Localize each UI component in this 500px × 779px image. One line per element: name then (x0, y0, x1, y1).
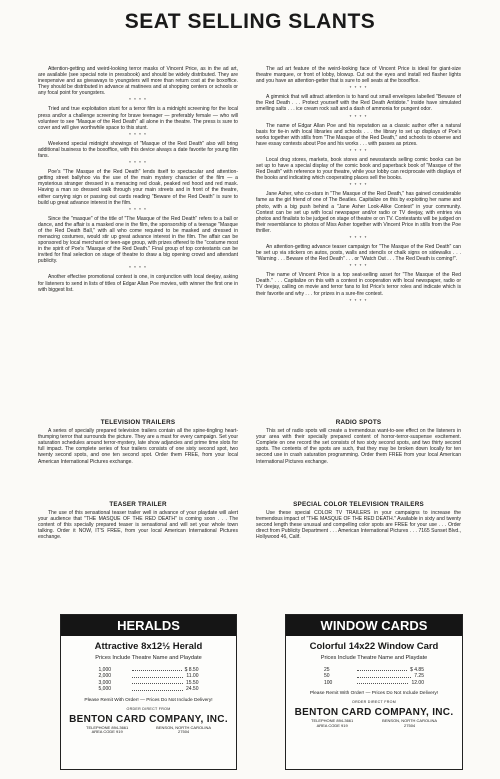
price: $ 8.50 (184, 667, 199, 673)
price: 11.00 (186, 673, 199, 680)
remit-note: Please Remit With Order! — Prices Do Not Include Delivery! (309, 691, 439, 697)
price: 24.50 (185, 686, 199, 693)
separator: * * * * (349, 234, 368, 240)
company-name: BENTON CARD COMPANY, INC. (294, 707, 454, 719)
ad-subtitle: Prices Include Theatre Name and Playdate (95, 655, 202, 661)
company-name: BENTON CARD COMPANY, INC. (69, 713, 228, 725)
paragraph: Poe's "The Masque of the Red Death" lends itself to spectacular and attention-getting street ballyhoo via the use of the main mystery character of the film — a mysterious stranger dressed in a menacing red cloak, peaked red hood and red mask. Having a man so dressed walk through your main streets and in front of the theatre, either carrying sign or passing out cards reading "Beware of the Red Death" is sure to build up great advance interest in the film. (38, 169, 238, 206)
zip: 27504 (178, 729, 190, 735)
paragraph: A gimmick that will attract attention is to hand out small envelopes labelled "Beware of the Red Death . . . Protect yourself with the Red Death Antidote." Inside have simulated smelling salts . . . ice cream rock salt and a dash of ammonia for pungent odor. (256, 94, 461, 113)
price: 7.25 (414, 673, 424, 680)
page-title: SEAT SELLING SLANTS (124, 10, 376, 33)
quantity: 3,000 (98, 679, 112, 686)
paragraph: Tried and true exploitation stunt for a terror film is a midnight screening for the local press and/or a challenge screening for brave teenager — preferably female — who will volunteer to see "Masque of the Red Death" all alone in the theatre. The press is sure to cover and will give worthwhile space to this stunt. (38, 106, 238, 131)
separator: * * * * (129, 131, 147, 137)
paragraph: Another effective promotional contest is one, in conjunction with local deejay, asking for listeners to send in lists of titles of Edgar Allan Poe movies, with winner the first one in with biggest list. (38, 274, 238, 293)
teaser-trailer-section (38, 502, 238, 541)
price-row (99, 686, 199, 692)
contact-info (61, 726, 236, 735)
separator: * * * * (349, 263, 368, 269)
leader-dots (132, 667, 182, 671)
city: BENSON, NORTH CAROLINA (156, 724, 211, 730)
order-label: ORDER DIRECT FROM (352, 700, 396, 705)
ad-banner: WINDOW CARDS (286, 615, 462, 636)
separator: * * * * (129, 265, 147, 271)
section-heading: TELEVISION TRAILERS (100, 419, 176, 426)
paragraph: The ad art feature of the weird-looking face of Vincent Price is ideal for giant-size theatre marquee, or front of lobby, blowup. Cut out the eyes and install red flasher lights and you have an attention-getter that is sure to sell seats at the boxoffice. (256, 66, 461, 85)
zip: 27504 (404, 722, 416, 728)
separator: * * * * (349, 147, 368, 153)
leader-dots (357, 680, 408, 684)
separator: * * * * (349, 113, 368, 119)
price-list (99, 667, 199, 693)
quantity: 50 (324, 673, 330, 680)
separator: * * * * (129, 206, 147, 212)
area-code: AREA CODE 919 (91, 729, 123, 735)
paragraph: Attention-getting and weird-looking terror masks of Vincent Price, as in the ad art, are available (see special note in pressbook) and should be widely distributed. They are inexpensive and as giveaways to youngsters will more than return cost at the boxoffice. They should be distributed in advance at matinees and at shopping centers or schools or any focal point for youngsters. (38, 66, 238, 97)
color-trailers-section (256, 502, 461, 541)
section-heading: SPECIAL COLOR TELEVISION TRAILERS (293, 501, 424, 508)
price-list (324, 667, 424, 686)
leader-dots (132, 673, 184, 677)
separator: * * * * (129, 160, 147, 166)
radio-spots-section (256, 420, 461, 465)
quantity: 25 (324, 667, 330, 673)
separator: * * * * (349, 182, 368, 188)
leader-dots (357, 667, 407, 671)
remit-note: Please Remit With Order! — Prices Do Not Include Delivery! (84, 697, 213, 703)
quantity: 100 (324, 679, 333, 686)
section-text: The use of this sensational teaser trailer well in advance of your playdate will alert your audience that "THE MASQUE OF THE RED DEATH" is coming soon . . . The content of this specially prepared teaser is sensational and will set your whole town talking. Order it NOW, IT'S FREE, from your local American International Pictures exchange. (38, 510, 238, 541)
paragraph: An attention-getting advance teaser campaign for "The Masque of the Red Death" can be set up via stickers on autos, posts, walls and stencils or chalk signs on sidewalks . . . "Warning . . . Beware of the Red Death" . . . or "Watch Out . . . The Red Death is coming!". (256, 243, 461, 263)
price: 15.50 (185, 679, 199, 686)
tv-trailers-section (38, 420, 238, 465)
price: $ 4.85 (410, 667, 424, 673)
window-cards-ad (285, 614, 463, 770)
area-code: AREA CODE 919 (316, 722, 348, 728)
section-text: Use these special COLOR TV TRAILERS in your campaigns to increase the tremendous impact of "THE MASQUE OF THE RED DEATH." Available in sixty and twenty second length these unusual and compelling color spots are FREE for your use . . . Order direct from Publicity Department . . . American International Pictures . . . 7165 Sunset Blvd., Hollywood 46, Calif. (256, 510, 461, 541)
price: 12.00 (411, 679, 424, 686)
ad-banner: HERALDS (61, 615, 236, 636)
quantity: 2,000 (98, 673, 112, 680)
section-text: This set of radio spots will create a tremendous want-to-see effect on the listeners in your area with their specially prepared content of horror-terror-suspense excitement. Complete on one record the set consists of two sixty second spots, and two thirty second spots. The contents of the spots are such, that they may be broken down locally for ten second use in crash saturation programming. Order them FREE from your local American International Pictures exchange. (256, 428, 461, 465)
paragraph: Jane Asher, who co-stars in "The Masque of the Red Death," has gained considerable fame as the girl friend of one of The Beatles. Capitalize on this by exploiting her name and photo, with a big push behind a "Jane Asher Look-Alike Contest" in your community. Contest can be set up with local newspaper and/or radio or TV deejay, with entries via photos and finalists to be judged on stage of theatre or on TV. Contestants will be judged on their resemblance to photos of Miss Asher together with Vincent Price in stills from the Poe thriller. (256, 191, 461, 234)
section-heading: RADIO SPOTS (335, 419, 382, 426)
contact-info (286, 719, 462, 728)
ad-headline: Attractive 8x12½ Herald (94, 641, 203, 652)
quantity: 5,000 (98, 686, 112, 693)
section-heading: TEASER TRAILER (109, 501, 167, 508)
leader-dots (132, 680, 183, 684)
ad-headline: Colorful 14x22 Window Card (309, 641, 439, 652)
quantity: 1,000 (98, 667, 112, 673)
section-text: A series of specially prepared television trailers contain all the spine-tingling heart-thumping terror that surrounds the picture. They are a must for every campaign. Set your saturation schedules around terror-mystery, late show adjancies and prime time slots for full impact. The complete series of four trailers consists of one sixty second spot, two twenty second spots, and one ten second spot. Order them FREE, from your local American International Pictures exchange. (38, 428, 238, 465)
ad-subtitle: Prices Include Theatre Name and Playdate (320, 655, 428, 661)
paragraph: The name of Edgar Allan Poe and his reputation as a classic author offer a natural basis for tie-in with local libraries and schools . . . the library to set up displays of Poe's works together with stills from "The Masque of the Red Death," and schools to observe and have essay contests about Poe and his works . . . with passes as prizes. (256, 122, 461, 147)
city: BENSON, NORTH CAROLINA (382, 718, 437, 724)
order-label: ORDER DIRECT FROM (126, 706, 171, 711)
separator: * * * * (349, 85, 368, 91)
paragraph: Weekend special midnight showings of "Masque of the Red Death" also will bring additional business to the boxoffice, with this device always a date favorite for young film fans. (38, 140, 238, 160)
paragraph: The name of Vincent Price is a top seat-selling asset for "The Masque of the Red Death." . . . Capitalize on this with a contest in cooperation with local newspaper, radio or TV deejay, calling on movie and terror fans to list Price's terror roles and indicate which is their favorite and why . . . for prizes in a sure-fire contest. (256, 272, 461, 297)
telephone: TELEPHONE 894-3661 (311, 718, 354, 724)
separator: * * * * (129, 97, 147, 103)
heralds-ad (60, 614, 237, 770)
right-column (256, 66, 461, 307)
left-column (38, 66, 238, 293)
leader-dots (357, 673, 411, 677)
leader-dots (132, 686, 183, 690)
paragraph: Since the "masque" of the title of "The Masque of the Red Death" refers to a ball or dance, and the affair is a masked one in the film, the sponsorship of a teenage "Masque of the Red Death Ball," with all who come required to be masked and dressed in menacing costumes, would stir up great advance interest in the film. The affair can be sponsored by local merchant or teen-age group, with prizes offered to the "costume most in the spirit of Poe's "Masque of the Red Death." Final group of top contestants can be invited for final selection on stage of theatre to draw a big opening crowd and attendant publicity. (38, 215, 238, 265)
price-row (324, 680, 424, 686)
separator: * * * * (349, 297, 368, 303)
telephone: TELEPHONE 894-3661 (86, 724, 129, 730)
paragraph: Local drug stores, markets, book stores and newsstands selling comic books can be set up to have a special display of the comic book and paperback book of "Masque of the Red Death" with reference to your theatre, while your lobby can reciprocate with displays of the books and indicating which cooperating places sell the books. (256, 156, 461, 182)
